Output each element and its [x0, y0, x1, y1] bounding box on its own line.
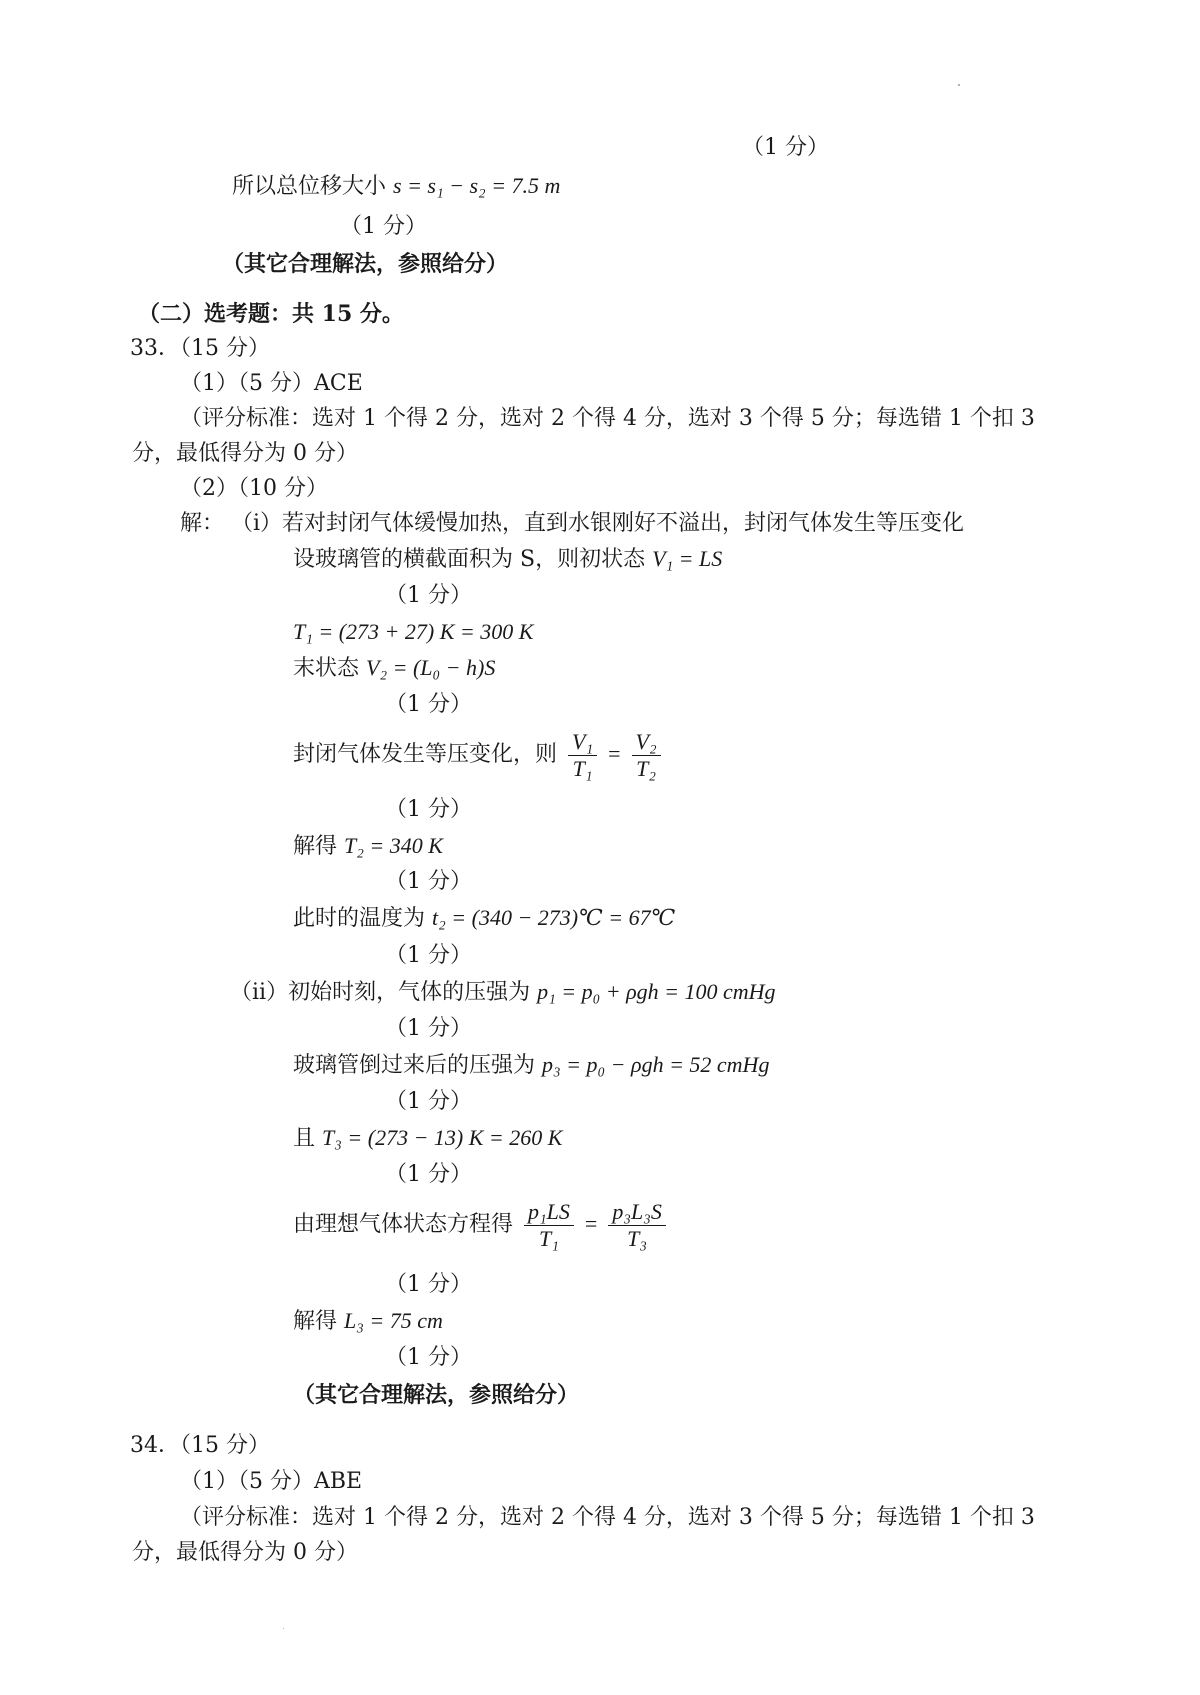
q34-header: 34．（15 分）: [130, 1433, 270, 1458]
fraction-denominator: T₃: [627, 1225, 648, 1251]
ideal-gas-line: [293, 1194, 670, 1255]
score-note: （1 分）: [385, 797, 472, 822]
scan-speck: [283, 1628, 284, 1629]
score-note: （1 分）: [340, 214, 427, 239]
q34-scoring-line2: 分，最低得分为 0 分）: [132, 1540, 358, 1565]
area-line: [293, 543, 722, 576]
alt-solution-note: （其它合理解法，参照给分）: [293, 1382, 580, 1408]
final-state-formula: V₂ = (L₀ − h)S: [366, 655, 496, 680]
t2-formula: t₂ = (340 − 273)℃ = 67℃: [432, 905, 676, 930]
T2-formula: T₂ = 340 K: [344, 833, 443, 858]
area-formula: V₁ = LS: [652, 546, 723, 571]
fraction-numerator: V₁: [568, 730, 597, 756]
T3-line: [293, 1122, 562, 1155]
fraction-denominator: T₁: [539, 1225, 559, 1251]
scan-speck: [958, 84, 960, 86]
solution-i-text: （ⅰ）若对封闭气体缓慢加热，直到水银刚好不溢出，封闭气体发生等压变化: [231, 511, 965, 536]
displacement-label: 所以总位移大小: [232, 174, 387, 199]
T3-label: 且: [293, 1126, 316, 1151]
isobaric-line: [293, 726, 665, 783]
q34-scoring-line1: （评分标准：选对 1 个得 2 分，选对 2 个得 4 分，选对 3 个得 5 分；每选错 1 个扣 3: [180, 1505, 1035, 1530]
fraction-p3L3S-T3: [608, 1200, 666, 1251]
t2-line: [293, 902, 675, 935]
fraction-p1LS-T1: [524, 1200, 574, 1251]
score-note: （1 分）: [385, 692, 472, 717]
final-state-label: 末状态: [293, 656, 360, 681]
q34-part1: （1）（5 分）ABE: [180, 1469, 363, 1494]
section-heading: （二）选考题：共 15 分。: [138, 301, 404, 327]
T1-formula: T₁ = (273 + 27) K = 300 K: [293, 619, 534, 644]
solution-ii-text: （ⅱ）初始时刻，气体的压强为: [230, 980, 531, 1005]
ideal-gas-label: 由理想气体状态方程得: [293, 1212, 514, 1237]
fraction-numerator: p₃L₃S: [608, 1200, 666, 1226]
score-note: （1 分）: [742, 135, 829, 160]
score-note: （1 分）: [385, 869, 472, 894]
L3-label: 解得: [293, 1309, 338, 1334]
p3-formula: p₃ = p₀ − ρgh = 52 cmHg: [542, 1052, 770, 1077]
p3-label: 玻璃管倒过来后的压强为: [293, 1053, 536, 1078]
displacement-line: [232, 170, 560, 203]
score-note: （1 分）: [385, 943, 472, 968]
T2-label: 解得: [293, 834, 338, 859]
q33-part2: （2）（10 分）: [180, 476, 328, 501]
equals-sign: =: [608, 741, 621, 766]
equals-sign: =: [584, 1211, 598, 1236]
score-note: （1 分）: [385, 583, 472, 608]
q33-part1: （1）（5 分）ACE: [180, 371, 363, 396]
score-note: （1 分）: [385, 1162, 472, 1187]
solution-line-ii: [230, 976, 776, 1009]
area-text: 设玻璃管的横截面积为 S，则初状态: [293, 547, 646, 572]
score-note: （1 分）: [385, 1345, 472, 1370]
solution-prefix: 解：: [180, 511, 225, 536]
fraction-numerator: p₁LS: [524, 1200, 574, 1226]
isobaric-label: 封闭气体发生等压变化，则: [293, 742, 558, 767]
score-note: （1 分）: [385, 1089, 472, 1114]
solution-line-i: [180, 508, 964, 540]
q33-header: 33．（15 分）: [130, 336, 270, 361]
fraction-denominator: T₂: [636, 755, 657, 781]
fraction-denominator: T₁: [572, 755, 593, 781]
L3-formula: L₃ = 75 cm: [344, 1308, 443, 1333]
score-note: （1 分）: [385, 1272, 472, 1297]
score-note: （1 分）: [385, 1016, 472, 1041]
T2-line: [293, 830, 443, 863]
fraction-V1-T1: [568, 730, 597, 781]
T3-formula: T₃ = (273 − 13) K = 260 K: [322, 1125, 563, 1150]
t2-label: 此时的温度为: [293, 906, 426, 931]
alt-solution-note: （其它合理解法，参照给分）: [222, 251, 509, 277]
final-state-line: [293, 652, 495, 685]
p1-formula: p₁ = p₀ + ρgh = 100 cmHg: [537, 979, 776, 1004]
q33-scoring-line1: （评分标准：选对 1 个得 2 分，选对 2 个得 4 分，选对 3 个得 5 分；每选错 1 个扣 3: [180, 406, 1035, 431]
fraction-V2-T2: [632, 730, 661, 781]
p3-line: [293, 1049, 769, 1082]
q33-scoring-line2: 分，最低得分为 0 分）: [132, 441, 358, 466]
L3-line: [293, 1305, 443, 1338]
displacement-formula: s = s₁ − s₂ = 7.5 m: [393, 173, 561, 198]
fraction-numerator: V₂: [632, 730, 661, 756]
